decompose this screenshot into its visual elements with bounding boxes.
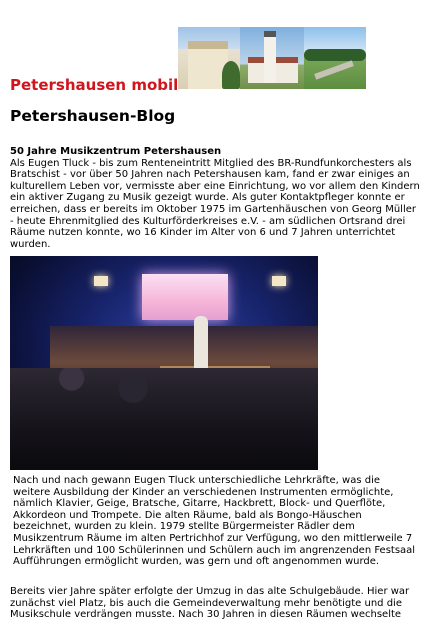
church-photo xyxy=(240,27,304,89)
stage-lamp xyxy=(94,276,108,286)
article-paragraph-3: Bereits vier Jahre später erfolgte der Umzug in das alte Schulgebäude. Hier war zunächst viel Platz, bis auch die Gemeindeverwaltung mehr benötigte und die Musikschule verdrängen musste. Nach 30 Jahren in diesen Räumen wechselte xyxy=(10,586,410,621)
article-paragraph-1: Als Eugen Tluck - bis zum Renteneintritt Mitglied des BR-Rundfunkorchesters als Bratschist - vor über 50 Jahren nach Petershausen kam, fand er zwar einiges an kulturellem Leben vor, vermisste aber eine Einrichtung, wo vor allem den Kindern ein aktiver Zugang zu Musik gezeigt wurde. Als guter Kontaktpfleger konnte er erreichen, dass er bereits im Oktober 1975 im Gartenhäuschen von Georg Müller - heute Ehrenmitglied des Kulturförderkreises e.V. - am südlichen Ortsrand drei Räume nutzen konnte, wo 16 Kinder im Alter von 6 und 7 Jahren unterrichtet wurden. xyxy=(10,157,420,250)
article-paragraph-2: Nach und nach gewann Eugen Tluck unterschiedliche Lehrkräfte, was die weitere Ausbildung der Kinder an verschiedenen Instrumenten ermöglichte, nämlich Klavier, Geige, Bratsche, Gitarre, Hackbrett, Block- und Querflöte, Akkordeon und Trompete. Die alten Räume, bald als Bongo-Häuschen bezeichnet, wurden zu klein. 1979 stellte Bürgermeister Rädler dem Musikzentrum Räume im alten Pertrichhof zur Verfügung, wo den mittlerweile 7 Lehrkräften und 100 Schülerinnen und Schülern auch im angrenzenden Festsaal Aufführungen ermöglicht wurden, was gern und oft angenommen wurde. xyxy=(13,475,416,568)
audience xyxy=(10,368,318,470)
stage-lamp xyxy=(272,276,286,286)
header-photo-strip xyxy=(178,27,366,89)
projection-screen xyxy=(142,274,228,320)
site-title[interactable]: Petershausen mobil xyxy=(10,76,179,94)
article-intro xyxy=(10,146,422,250)
town-hall-photo xyxy=(178,27,240,89)
blog-title: Petershausen-Blog xyxy=(10,107,176,125)
concert-photo xyxy=(10,256,318,470)
landscape-photo xyxy=(304,27,366,89)
article-heading: 50 Jahre Musikzentrum Petershausen xyxy=(10,146,222,157)
